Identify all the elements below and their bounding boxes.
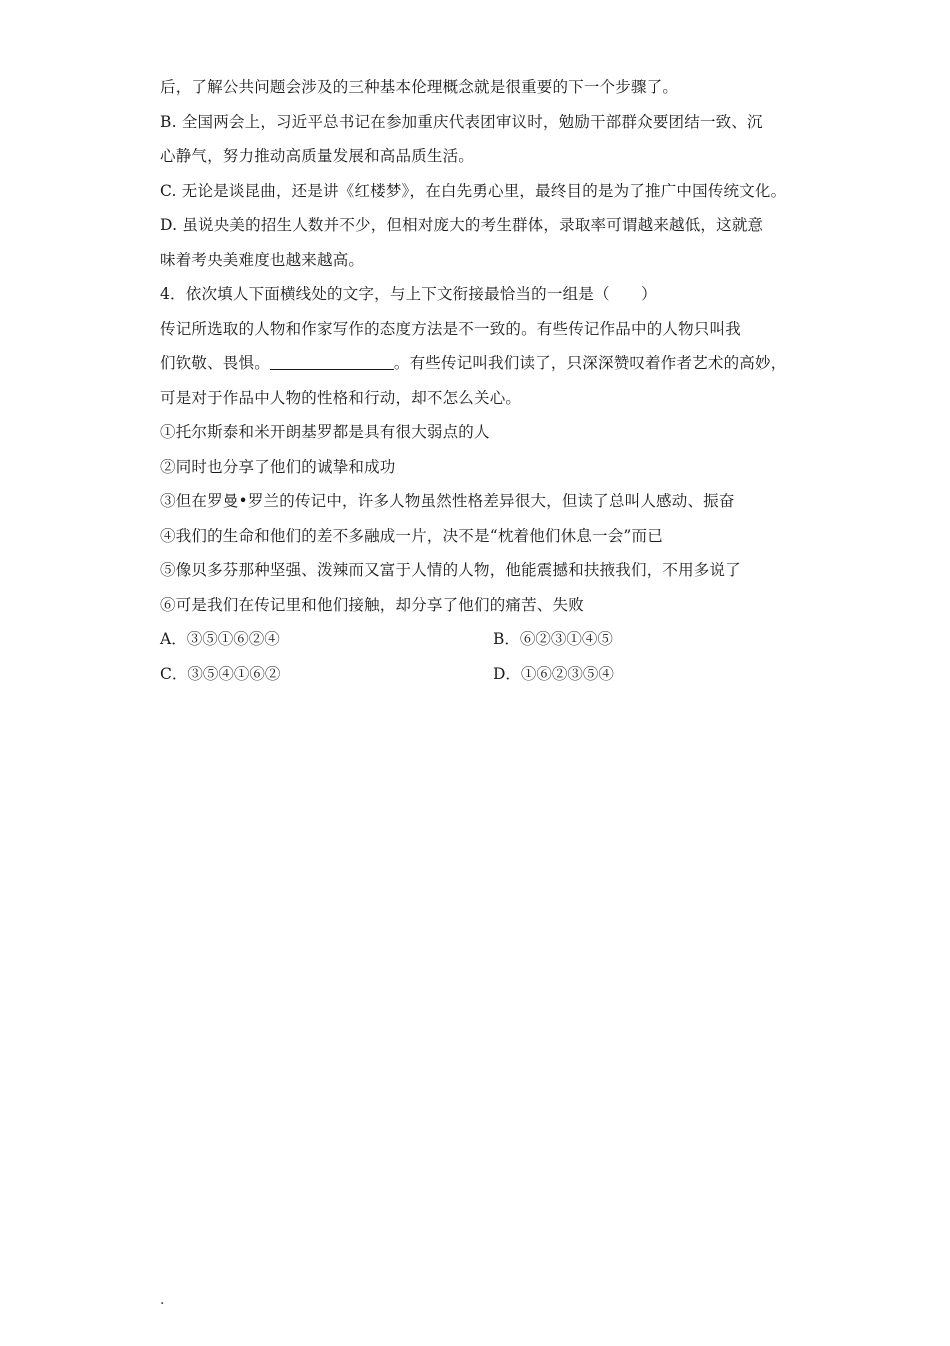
answer-option-a: A．③⑤①⑥②④ [160, 630, 280, 648]
sentence-item: ②同时也分享了他们的诚挚和成功 [160, 457, 396, 476]
answer-options-row-1 [160, 622, 810, 657]
option-b-line-2: 心静气，努力推动高质量发展和高品质生活。 [160, 147, 475, 165]
answer-option-d: D．①⑥②③⑤④ [493, 664, 614, 683]
answer-options-row-2 [160, 657, 810, 692]
option-d-line-2: 味着考央美难度也越来越高。 [160, 250, 365, 269]
sentence-item: ⑤像贝多芬那种坚强、泼辣而又富于人情的人物，他能震撼和扶掖我们，不用多说了 [160, 561, 741, 579]
sentence-item: ③但在罗曼•罗兰的传记中，许多人物虽然性格差异很大，但读了总叫人感动、振奋 [160, 492, 735, 510]
sentence-item: ⑥可是我们在传记里和他们接触，却分享了他们的痛苦、失败 [160, 595, 584, 614]
passage-line-3: 可是对于作品中人物的性格和行动，却不怎么关心。 [160, 388, 522, 407]
sentence-item: ④我们的生命和他们的差不多融成一片，决不是“枕着他们休息一会”而已 [160, 526, 663, 545]
option-c-line: C. 无论是谈昆曲，还是讲《红楼梦》，在白先勇心里，最终目的是为了推广中国传统文化。 [160, 181, 787, 200]
document-page [160, 70, 810, 691]
passage-line-2 [160, 346, 810, 381]
option-d-line-1: D. 虽说央美的招生人数并不少，但相对庞大的考生群体，录取率可谓越来越低，这就意 [160, 216, 764, 234]
passage-line-1: 传记所选取的人物和作家写作的态度方法是不一致的。有些传记作品中的人物只叫我 [160, 319, 741, 338]
fill-blank [270, 351, 394, 370]
sentence-item: ①托尔斯泰和米开朗基罗都是具有很大弱点的人 [160, 423, 490, 441]
answer-option-b: B．⑥②③①④⑤ [493, 630, 613, 648]
answer-option-c: C．③⑤④①⑥② [160, 664, 281, 683]
text-line-continuation: 后，了解公共问题会涉及的三种基本伦理概念就是很重要的下一个步骤了。 [160, 78, 679, 96]
question-4-stem: 4．依次填人下面横线处的文字，与上下文衔接最恰当的一组是（ ） [160, 285, 657, 303]
passage-line-2-end: 。有些传记叫我们读了，只深深赞叹着作者艺术的高妙， [393, 354, 787, 372]
passage-line-2-start: 们钦敬、畏惧。 [160, 354, 270, 372]
option-b-line-1: B. 全国两会上，习近平总书记在参加重庆代表团审议时，勉励干部群众要团结一致、沉 [160, 112, 763, 131]
footer-dot: . [160, 1292, 165, 1308]
